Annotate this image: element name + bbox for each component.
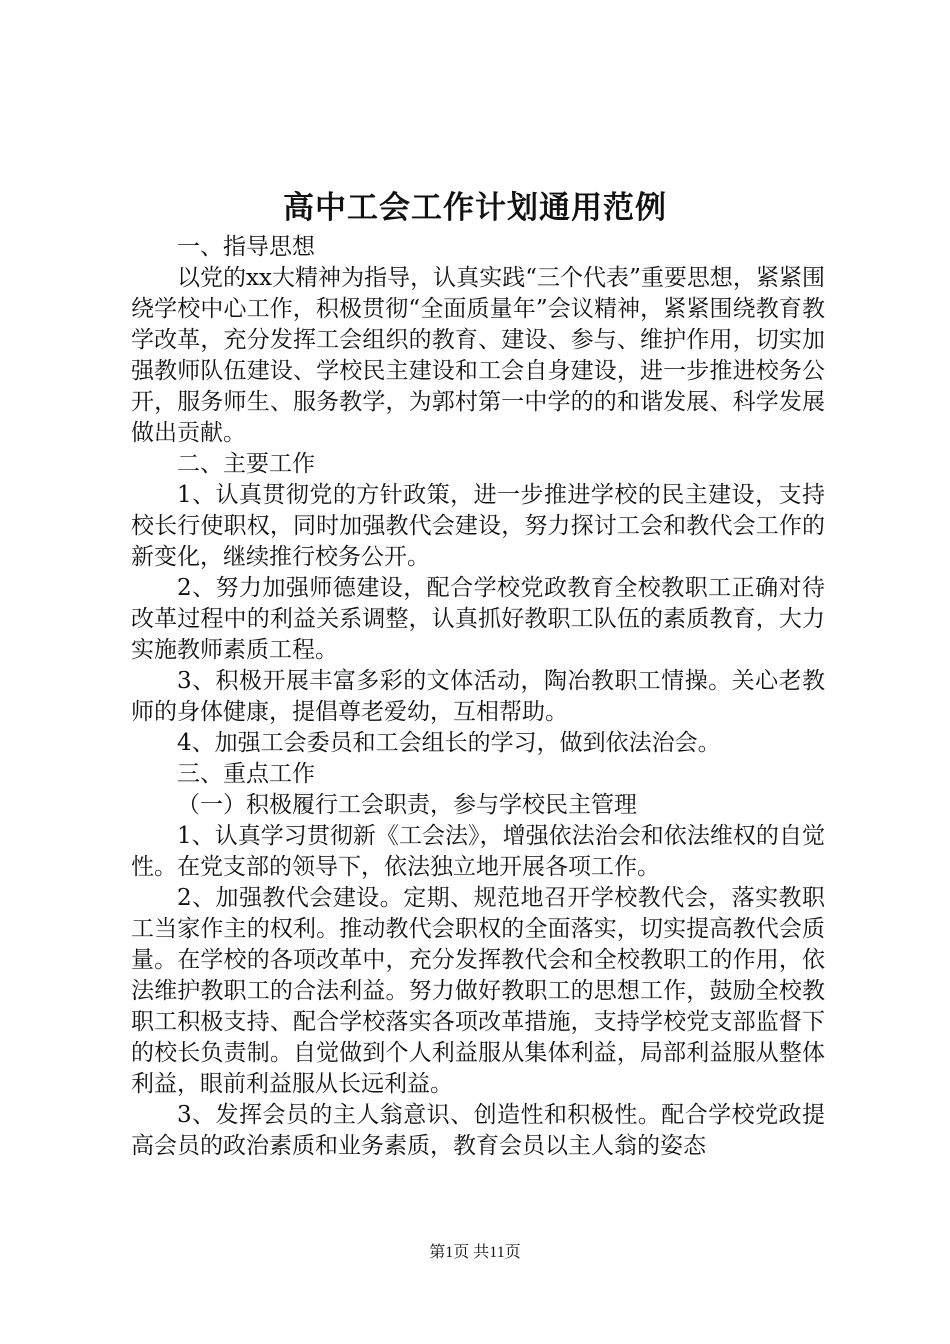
paragraph: 1、认真学习贯彻新《工会法》，增强依法治会和依法维权的自觉性。在党支部的领导下，依法独立地开展各项工作。 xyxy=(131,823,825,880)
section-heading: 二、主要工作 xyxy=(177,451,315,477)
paragraph: 2、努力加强师德建设，配合学校党政教育全校教职工正确对待改革过程中的利益关系调整，认真抓好教职工队伍的素质教育，大力实施教师素质工程。 xyxy=(131,575,825,663)
paragraph: 以党的xx大精神为指导，认真实践“三个代表”重要思想，紧紧围绕学校中心工作，积极贯彻“全面质量年”会议精神，紧紧围绕教育教学改革，充分发挥工会组织的教育、建设、参与、维护作用，切实加强教师队伍建设、学校民主建设和工会自身建设，进一步推进校务公开，服务师生、服务教学，为郭村第一中学的的和谐发展、科学发展做出贡献。 xyxy=(131,265,825,446)
paragraph: 2、加强教代会建设。定期、规范地召开学校教代会，落实教职工当家作主的权利。推动教代会职权的全面落实，切实提高教代会质量。在学校的各项改革中，充分发挥教代会和全校教职工的作用，依法维护教职工的合法利益。努力做好教职工的思想工作，鼓励全校教职工积极支持、配合学校落实各项改革措施，支持学校党支部监督下的校长负责制。自觉做到个人利益服从集体利益，局部利益服从整体利益，眼前利益服从长远利益。 xyxy=(131,885,825,1097)
document-body xyxy=(131,232,825,1162)
paragraph: 1、认真贯彻党的方针政策，进一步推进学校的民主建设，支持校长行使职权，同时加强教代会建设，努力探讨工会和教代会工作的新变化，继续推行校务公开。 xyxy=(131,482,825,570)
paragraph: 4、加强工会委员和工会组长的学习，做到依法治会。 xyxy=(177,730,721,756)
document-title: 高中工会工作计划通用范例 xyxy=(283,190,667,226)
paragraph: 3、发挥会员的主人翁意识、创造性和积极性。配合学校党政提高会员的政治素质和业务素质，教育会员以主人翁的姿态 xyxy=(131,1102,825,1159)
section-heading: 一、指导思想 xyxy=(177,234,315,260)
paragraph: 3、积极开展丰富多彩的文体活动，陶冶教职工情操。关心老教师的身体健康，提倡尊老爱幼，互相帮助。 xyxy=(131,668,825,725)
subsection-heading: （一）积极履行工会职责，参与学校民主管理 xyxy=(177,792,637,818)
section-heading: 三、重点工作 xyxy=(177,761,315,787)
page-footer: 第1页 共11页 xyxy=(429,1244,521,1261)
